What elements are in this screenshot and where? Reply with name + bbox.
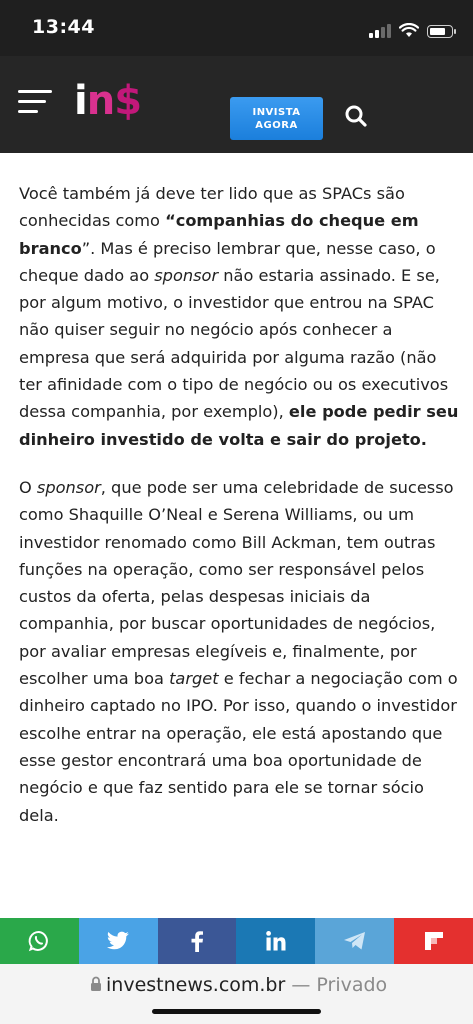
cta-line1: INVISTA (252, 107, 301, 118)
battery-icon (427, 25, 453, 38)
private-label: — Privado (285, 974, 388, 996)
whatsapp-icon (28, 930, 50, 952)
lock-icon (90, 976, 102, 992)
search-icon (344, 104, 368, 128)
home-indicator (152, 1009, 321, 1014)
search-button[interactable] (344, 104, 368, 128)
share-telegram-button[interactable] (315, 918, 394, 964)
menu-button[interactable] (18, 90, 54, 116)
status-bar (0, 0, 473, 56)
flipboard-icon (424, 931, 444, 951)
url-domain: investnews.com.br (106, 974, 286, 996)
telegram-icon (343, 931, 367, 951)
facebook-icon (190, 930, 204, 952)
share-bar (0, 918, 473, 964)
linkedin-icon (265, 930, 287, 952)
url-text (90, 974, 387, 996)
share-twitter-button[interactable] (79, 918, 158, 964)
twitter-icon (106, 931, 130, 951)
cellular-signal-icon (369, 24, 391, 38)
share-flipboard-button[interactable] (394, 918, 473, 964)
share-whatsapp-button[interactable] (0, 918, 79, 964)
article-paragraph: Você também já deve ter lido que as SPACs são conhecidas como “companhias do cheque em branco”. Mas é preciso lembrar que, nesse caso, o cheque dado ao sponsor não estaria assinado. E se, por algum motivo, o investidor que entrou na SPAC não quiser seguir no negócio após conhecer a empresa que será adquirida por alguma razão (não ter afinidade com o tipo de negócio ou os executivos dessa companhia, por exemplo), ele pode pedir seu dinheiro investido de volta e sair do projeto. (19, 184, 459, 449)
status-icons (369, 18, 453, 38)
browser-url-bar[interactable] (0, 964, 473, 1024)
menu-icon (18, 90, 52, 93)
article-paragraph: O sponsor, que pode ser uma celebridade de sucesso como Shaquille O’Neal e Serena Williams, ou um investidor renomado como Bill Ackman, tem outras funções na operação, como ser responsável pelos custos da oferta, pelas despesas iniciais da companhia, por buscar oportunidades de negócios, por avaliar empresas elegíveis e, finalmente, por escolher uma boa target e fechar a negociação com o dinheiro captado no IPO. Por isso, quando o investidor escolhe entrar na operação, ele está apostando que esse gestor encontrará uma boa oportunidade de negócio e que faz sentido para ele se tornar sócio dela. (19, 477, 458, 825)
share-facebook-button[interactable] (158, 918, 237, 964)
invest-now-button[interactable] (230, 97, 323, 140)
cta-line2: AGORA (255, 120, 298, 131)
site-logo[interactable]: in$ (74, 78, 142, 124)
article-body (19, 180, 459, 850)
status-time: 13:44 (32, 16, 95, 38)
share-linkedin-button[interactable] (236, 918, 315, 964)
wifi-icon (399, 23, 419, 38)
